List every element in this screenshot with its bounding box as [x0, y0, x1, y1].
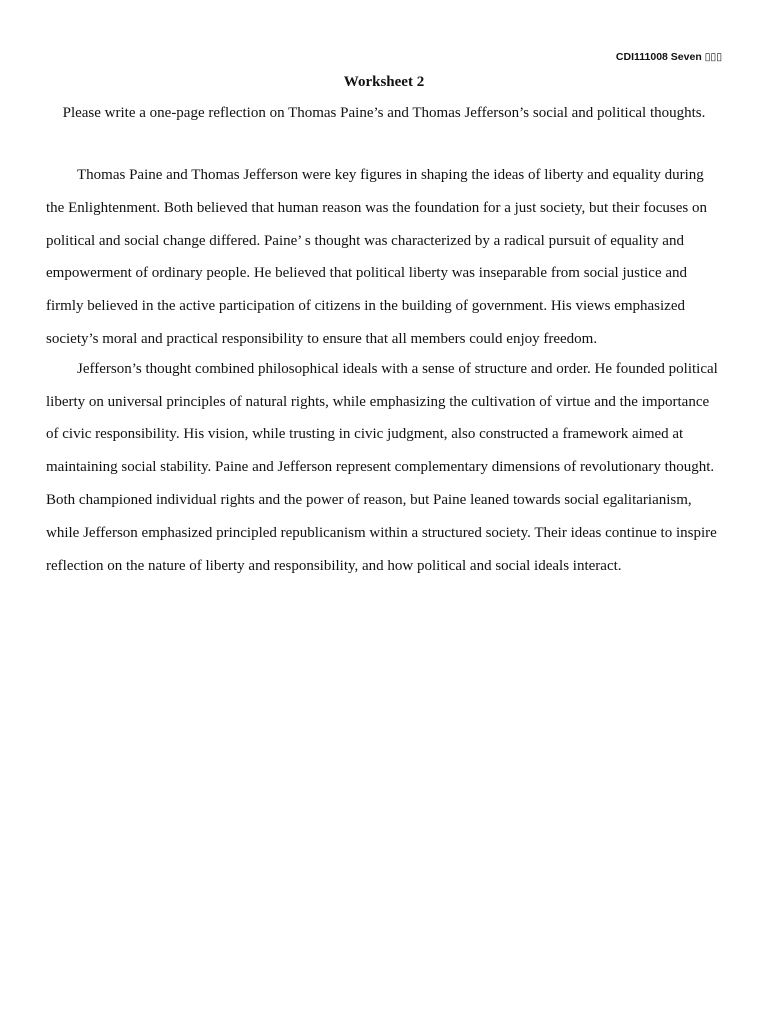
reflection-paragraph-2: Jefferson’s thought combined philosophical ideals with a sense of structure and order. He founded political liberty on universal principles of natural rights, while emphasizing the cultivation of virtue and the importance of civic responsibility. His vision, while trusting in civic judgment, also constructed a framework aimed at maintaining social stability. Paine and Jefferson represent complementary dimensions of revolutionary thought. Both championed individual rights and the power of reason, but Paine leaned towards social egalitarianism, while Jefferson emphasized principled republicanism within a structured society. Their ideas continue to inspire reflection on the nature of liberty and responsibility, and how political and social ideals interact.: [46, 360, 718, 574]
worksheet-title: Worksheet 2: [343, 74, 425, 90]
reflection-body: [46, 159, 722, 582]
reflection-paragraph-1: Thomas Paine and Thomas Jefferson were key figures in shaping the ideas of liberty and equality during the Enlightenment. Both believed that human reason was the foundation for a just society, but their focuses on political and social change differed. Paine’ s thought was characterized by a radical pursuit of equality and empowerment of ordinary people. He believed that political liberty was inseparable from social justice and firmly believed in the active participation of citizens in the building of government. His views emphasized society’s moral and practical responsibility to ensure that all members could enjoy freedom.: [46, 167, 707, 347]
worksheet-prompt: Please write a one-page reflection on Thomas Paine’s and Thomas Jefferson’s social and political thoughts.: [62, 105, 706, 121]
document-code-header: CDI111008 Seven ▯▯▯: [615, 51, 722, 63]
